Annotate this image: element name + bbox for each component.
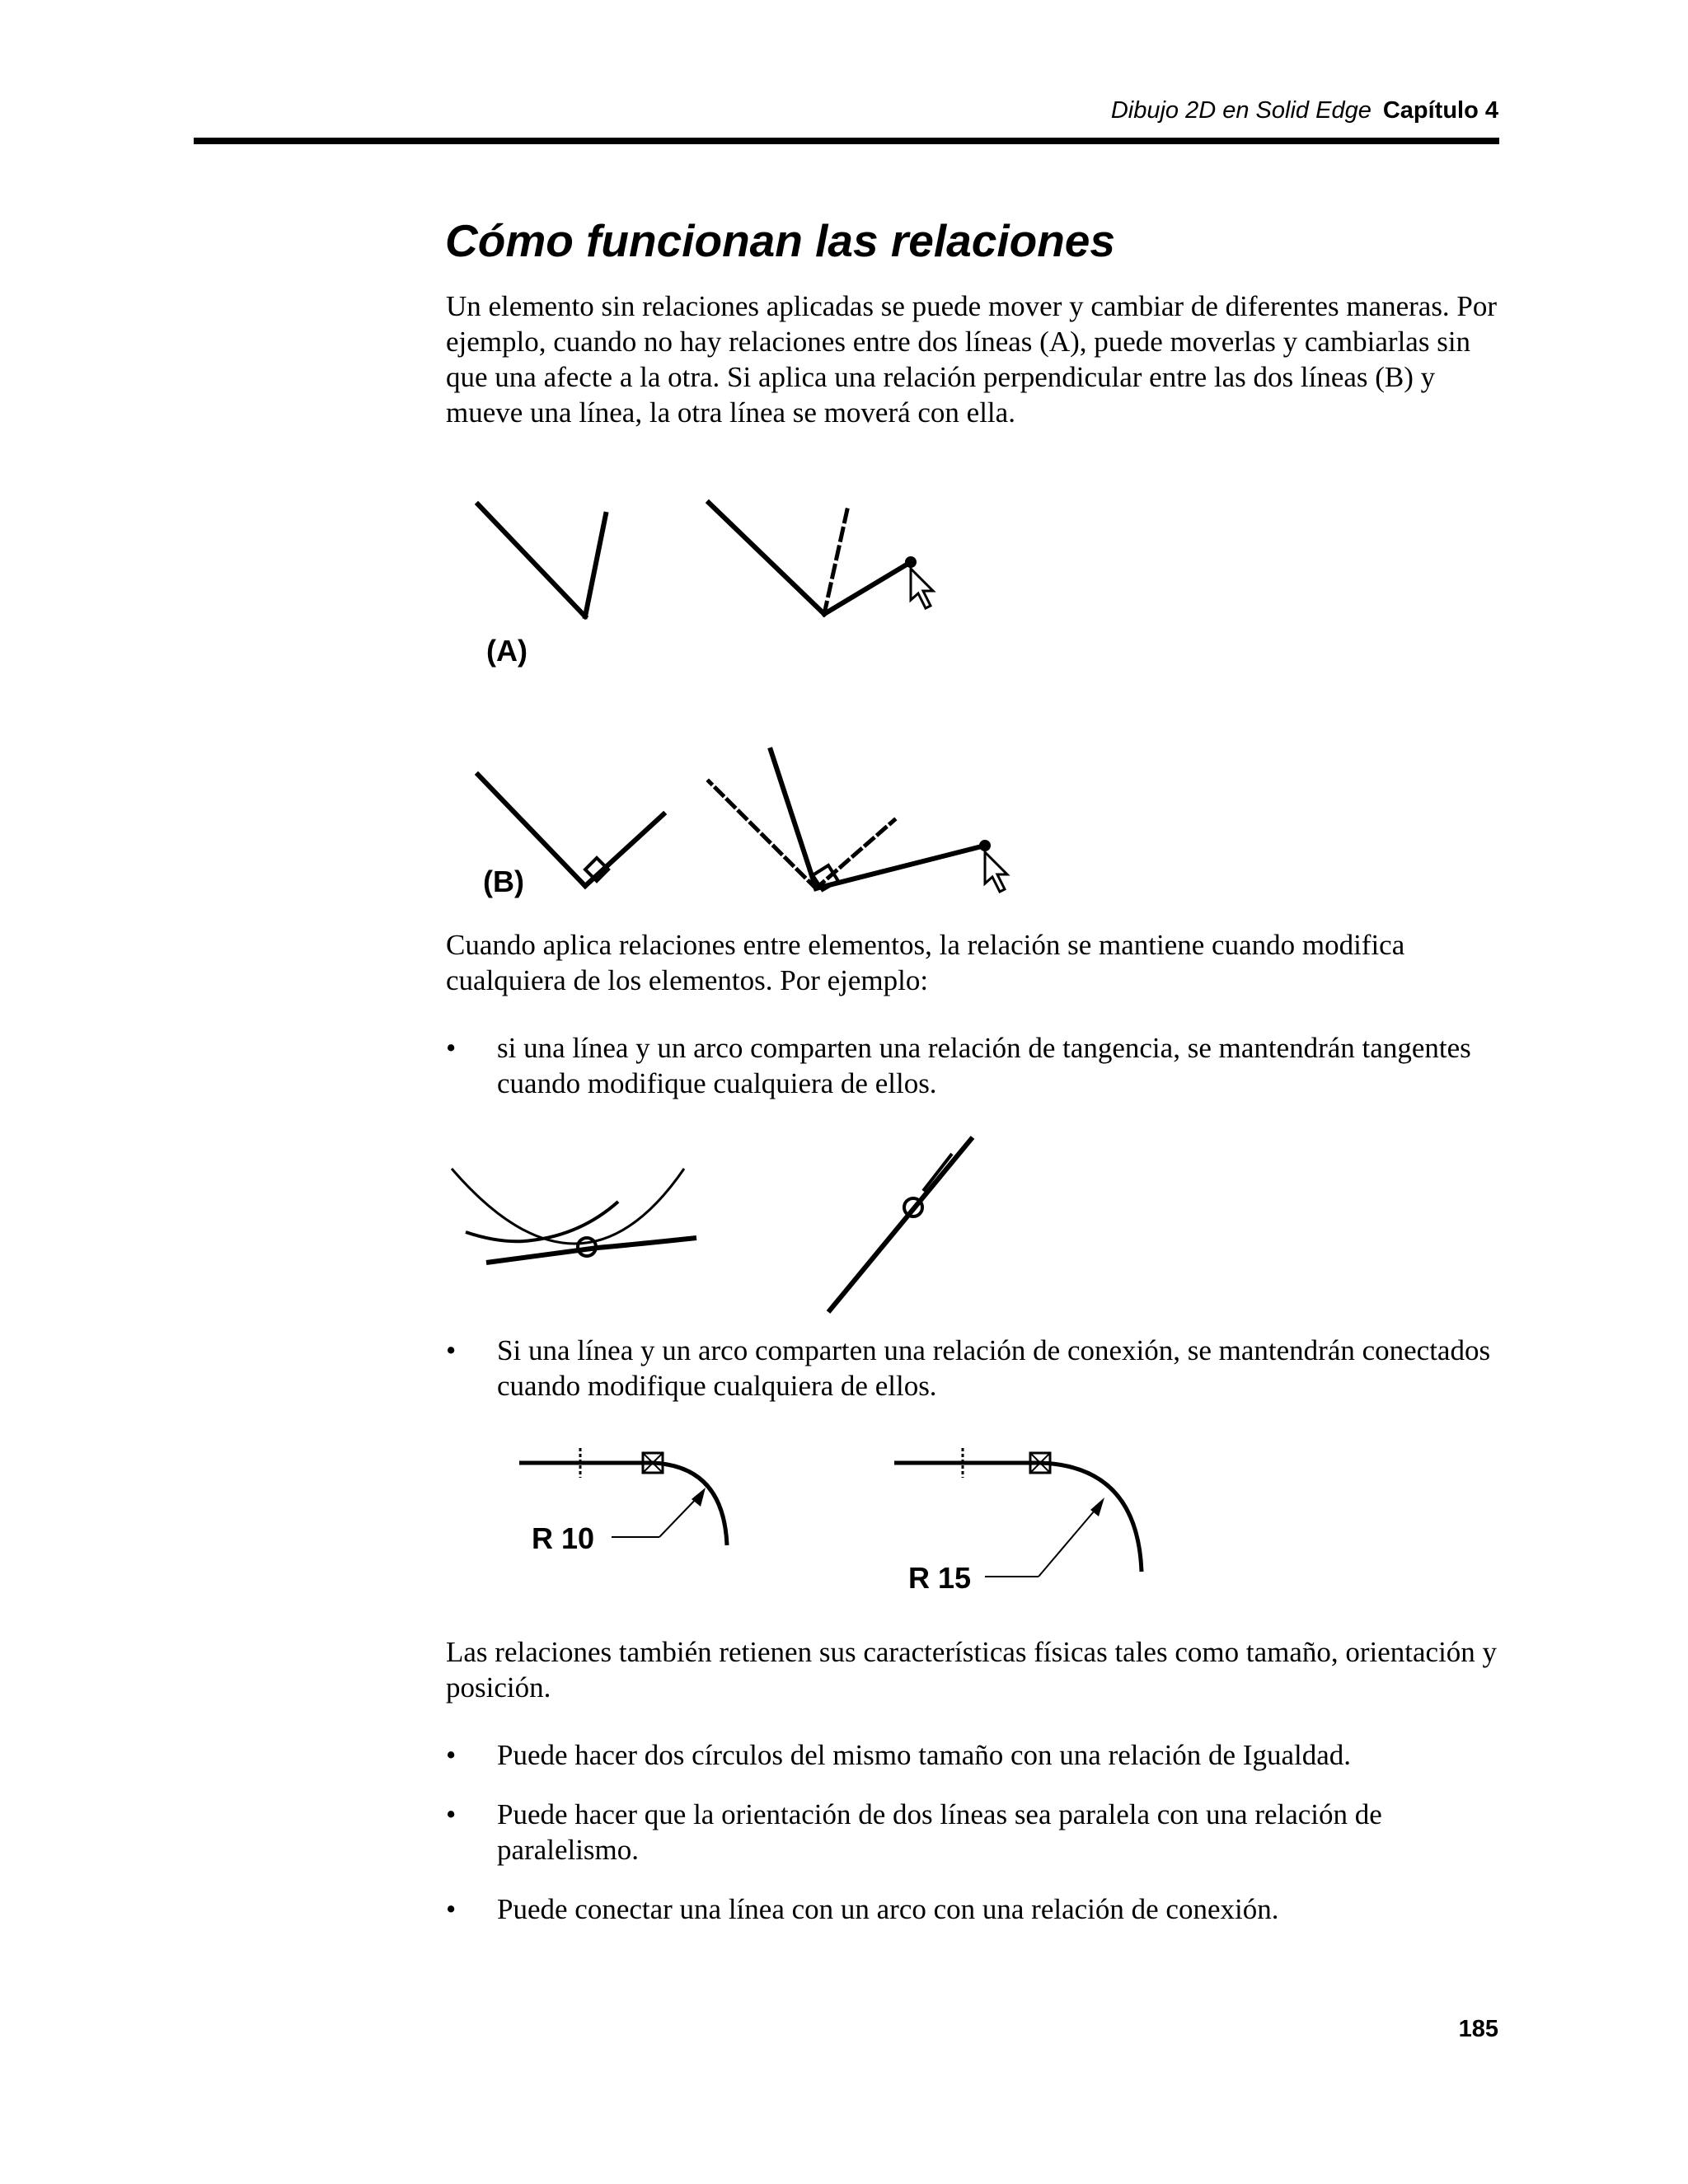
bullet-text: Puede hacer dos círculos del mismo tamaño con una relación de Igualdad.: [497, 1739, 1352, 1771]
tangent-line-2: [828, 1137, 973, 1312]
figure-tangency: [445, 1129, 1006, 1319]
characteristics-paragraph: Las relaciones también retienen sus características físicas tales como tamaño, orientación y posición.: [446, 1636, 1498, 1704]
cursor-icon: [985, 852, 1007, 892]
tangent-line-2-extension: [923, 1154, 952, 1191]
header-rule: [194, 138, 1499, 144]
page-number: 185: [1458, 2016, 1498, 2042]
bullet-text: Puede conectar una línea con un arco con una relación de conexión.: [497, 1893, 1279, 1925]
bullet-icon: •: [446, 1893, 457, 1925]
figure-connection: [511, 1430, 1170, 1611]
figure-a-line-1: [478, 504, 585, 616]
header-book-title: Dibujo 2D en Solid Edge: [1110, 97, 1372, 124]
bullet-icon: •: [446, 1739, 457, 1771]
intro-paragraph: Un elemento sin relaciones aplicadas se puede mover y cambiar de diferentes maneras. Por ejemplo, cuando no hay relaciones entre dos líneas (A), puede moverlas y cambiarlas sin que una afecte a la otra. Si aplica una relación perpendicular entre las dos líneas (B) y mueve una línea, la otra línea se moverá con ella.: [446, 290, 1498, 429]
header-chapter: Capítulo 4: [1382, 97, 1498, 124]
figure-a-line-2: [585, 514, 606, 616]
relations-paragraph: Cuando aplica relaciones entre elementos, la relación se mantiene cuando modifica cualquiera de los elementos. Por ejemplo:: [446, 929, 1405, 996]
bullet-icon: •: [446, 1334, 457, 1366]
figure-b-moved-line: [771, 750, 816, 888]
bullet-text: si una línea y un arco comparten una relación de tangencia, se mantendrán tangentes cuando modifique cualquiera de ellos.: [497, 1032, 1471, 1099]
arrowhead-icon: [692, 1488, 706, 1507]
bullet-text: Puede hacer que la orientación de dos líneas sea paralela con una relación de paralelismo.: [497, 1798, 1382, 1866]
figure-b-line-2: [585, 814, 663, 886]
figure-a-original-dashed: [824, 509, 847, 614]
running-header: [0, 97, 1498, 124]
figure-a-moved-line: [709, 503, 824, 614]
bullet-icon: •: [446, 1798, 457, 1830]
radius-label-r10: R 10: [532, 1521, 595, 1555]
figure-a-dragged-line: [824, 562, 911, 614]
bullet-text: Si una línea y un arco comparten una relación de conexión, se mantendrán conectados cuando modifique cualquiera de ellos.: [497, 1334, 1491, 1402]
tangent-arc-2: [466, 1202, 618, 1241]
bullet-icon: •: [446, 1032, 457, 1064]
figure-label-a: (A): [486, 634, 528, 668]
connect-arc-2: [1040, 1463, 1142, 1572]
section-title: Cómo funcionan las relaciones: [445, 215, 1115, 266]
radius-label-r15: R 15: [908, 1561, 972, 1595]
figure-label-b: (B): [483, 865, 524, 898]
cursor-icon: [911, 569, 933, 608]
figure-line-relations: [462, 494, 1039, 923]
